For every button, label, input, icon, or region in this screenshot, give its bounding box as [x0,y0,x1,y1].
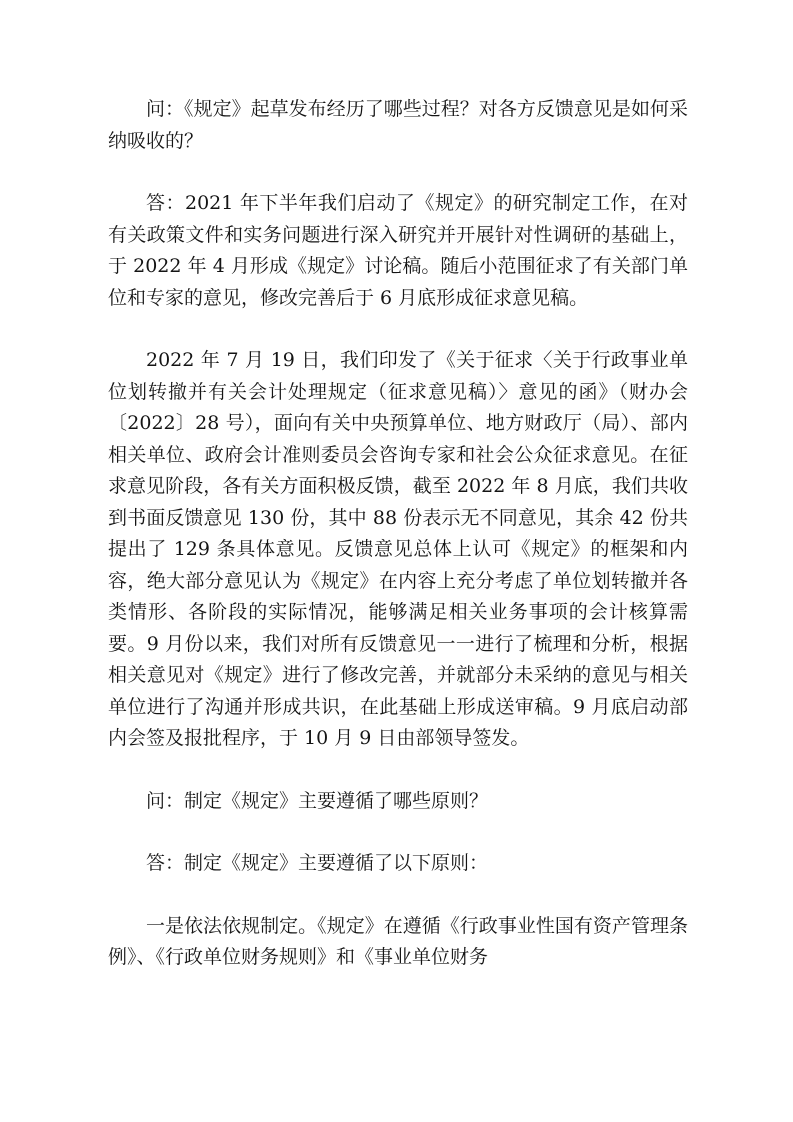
answer-paragraph: 答：制定《规定》主要遵循了以下原则： [146,852,489,874]
answer-paragraph: 答：2021 年下半年我们启动了《规定》的研究制定工作，在对有关政策文件和实务问题进行深入研究并开展针对性调研的基础上，于 2022 年 4 月形成《规定》讨论稿。随后小范围征求了有关部门单位和专家的意见，修改完善后于 6 月底形成征求意见稿。 [108,192,688,309]
question-paragraph: 问：《规定》起草发布经历了哪些过程？对各方反馈意见是如何采纳吸收的？ [108,98,688,152]
question-paragraph: 问：制定《规定》主要遵循了哪些原则？ [146,789,489,812]
body-paragraph: 一是依法依规制定。《规定》在遵循《行政事业性国有资产管理条例》、《行政单位财务规则》和《事业单位财务 [108,914,688,968]
document-body [108,94,688,974]
body-paragraph: 2022 年 7 月 19 日，我们印发了《关于征求〈关于行政事业单位划转撤并有关会计处理规定（征求意见稿）〉意见的函》（财办会〔2022〕28 号），面向有关中央预算单位、地方财政厅（局）、部内相关单位、政府会计准则委员会咨询专家和社会公众征求意见。在征求意见阶段，各有关方面积极反馈，截至 2022 年 8 月底，我们共收到书面反馈意见 130 份，其中 88 份表示无不同意见，其余 42 份共提出了 129 条具体意见。反馈意见总体上认可《规定》的框架和内容，绝大部分意见认为《规定》在内容上充分考虑了单位划转撤并各类情形、各阶段的实际情况，能够满足相关业务事项的会计核算需要。9 月份以来，我们对所有反馈意见一一进行了梳理和分析，根据相关意见对《规定》进行了修改完善，并就部分未采纳的意见与相关单位进行了沟通并形成共识，在此基础上形成送审稿。9 月底启动部内会签及报批程序，于 10 月 9 日由部领导签发。 [108,349,688,749]
